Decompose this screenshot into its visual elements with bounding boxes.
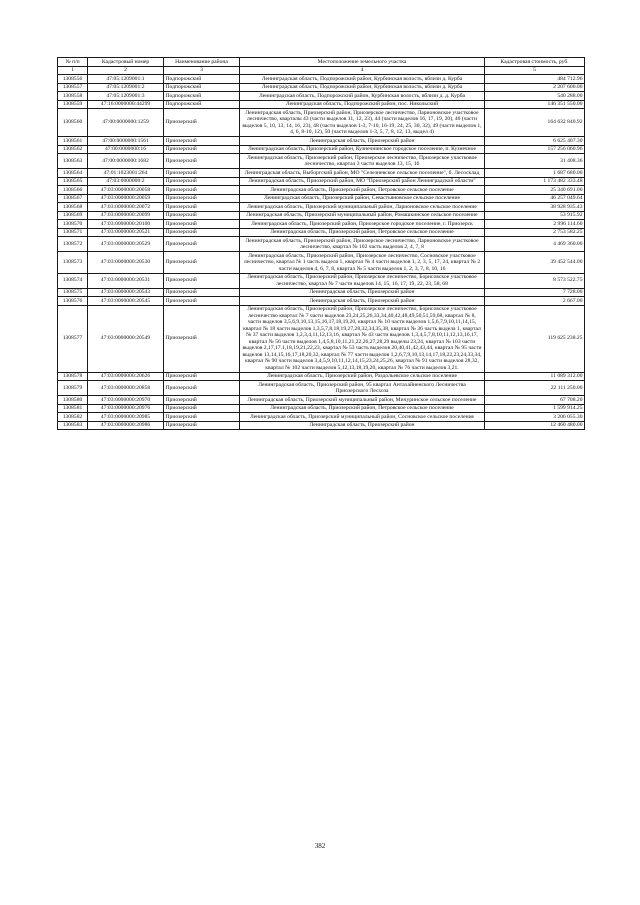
district-name: Приозерский — [164, 203, 240, 212]
table-row — [58, 75, 585, 84]
location-text: Ленинградская область, Подпорожский район, пос. Никольский — [240, 100, 485, 109]
table-row — [58, 169, 585, 178]
cadastral-value: 119 625 238.25 — [485, 305, 585, 372]
row-number: 1308562 — [58, 145, 88, 154]
district-name: Приозерский — [164, 237, 240, 252]
cadastral-value: 2 996 114.60 — [485, 220, 585, 229]
table-row — [58, 211, 585, 220]
cadastral-value: 38 928 935.43 — [485, 203, 585, 212]
district-name: Приозерский — [164, 154, 240, 169]
district-name: Приозерский — [164, 252, 240, 274]
table-row — [58, 381, 585, 396]
cadastral-value: 2 753 582.25 — [485, 228, 585, 237]
location-text: Ленинградская область, Приозерский район, Приозерское лесничество, Ларионовское участковое лесничество, кварталы 43 (части выделов 11, 12, 23), 44 (части выделов 16, 17, 19, 20), 46 (части выделов 5, 10, 13, 14, 16, 23), 48 (части выделов 1-3, 7-10, 16-19, 24, 25, 30, 32), 49 (части выделов 1, 4, 6, 8-10, 12), 50 (части выделов 1-3, 5, 7, 8, 12, 13, выдел 4) — [240, 109, 485, 137]
district-name: Приозерский — [164, 288, 240, 297]
location-text: Ленинградская область, Приозерский район, Приозерское лесничество, Борисовское участковое лесничество, квартал № 7 части выделов 14, 15, 16, 17, 19, 22, 23, 58, 68 — [240, 273, 485, 288]
location-text: Ленинградская область, Приозерский муниципальный район, Мичуринское сельское поселение — [240, 396, 485, 405]
header-district-name: Наименование района — [164, 58, 240, 67]
column-number: 5 — [485, 66, 585, 75]
table-row — [58, 297, 585, 306]
cadastral-number: 47:03:0000000:20858 — [88, 381, 164, 396]
cadastral-value: 8 573 522.75 — [485, 273, 585, 288]
cadastral-value: 6 625 407.30 — [485, 137, 585, 146]
cadastral-number: 47:03:0000000:2 — [88, 177, 164, 186]
row-number: 1308567 — [58, 194, 88, 203]
table-row — [58, 228, 585, 237]
row-number: 1308556 — [58, 75, 88, 84]
cadastral-number: 47:03:0000000:20986 — [88, 421, 164, 430]
table-row — [58, 421, 585, 430]
district-name: Приозерский — [164, 145, 240, 154]
district-name: Приозерский — [164, 273, 240, 288]
table-header-row — [58, 58, 585, 67]
cadastral-number: 47:03:0000000:20529 — [88, 237, 164, 252]
cadastral-value: 31 408.36 — [485, 154, 585, 169]
district-name: Приозерский — [164, 404, 240, 413]
column-number: 4 — [240, 66, 485, 75]
cadastral-number: 47:03:0000000:20059 — [88, 194, 164, 203]
cadastral-number: 47:00:0000000:16 — [88, 145, 164, 154]
cadastral-value: 39 452 544.00 — [485, 252, 585, 274]
cadastral-value: 25 340 691.00 — [485, 186, 585, 195]
header-cadastral-value: Кадастровая стоимость, руб. — [485, 58, 585, 67]
location-text: Ленинградская область, Приозерский район, 95 квартал Антахайненского Лесничества Приозерского Лесхоза — [240, 381, 485, 396]
row-number: 1308561 — [58, 137, 88, 146]
row-number: 1308573 — [58, 252, 88, 274]
cadastral-number: 47:03:0000000:20543 — [88, 288, 164, 297]
district-name: Приозерский — [164, 372, 240, 381]
location-text: Ленинградская область, Приозерский муниципальный район, Ромашкинское сельское поселение — [240, 211, 485, 220]
cadastral-value: 7 728.00 — [485, 288, 585, 297]
header-location: Местоположение земельного участка — [240, 58, 485, 67]
cadastral-number: 47:03:0000000:20545 — [88, 297, 164, 306]
district-name: Подпорожский — [164, 92, 240, 101]
district-name: Приозерский — [164, 413, 240, 422]
district-name: Приозерский — [164, 177, 240, 186]
cadastral-value: 157 256 060.96 — [485, 145, 585, 154]
cadastral-value: 1 687 680.00 — [485, 169, 585, 178]
location-text: Ленинградская область, Приозерский район, Петровское сельское поселение — [240, 404, 485, 413]
district-name: Подпорожский — [164, 83, 240, 92]
table-row — [58, 305, 585, 372]
district-name: Приозерский — [164, 211, 240, 220]
cadastral-value: 12 460 480.00 — [485, 421, 585, 430]
district-name: Приозерский — [164, 186, 240, 195]
row-number: 1308568 — [58, 203, 88, 212]
cadastral-number: 47:03:0000000:20549 — [88, 305, 164, 372]
location-text: Ленинградская область, Приозерский район, Приозерское лесничество, Приозерское участковое лесничество, квартал 3 части выделов 13, 15, 16 — [240, 154, 485, 169]
cadastral-value: 484 712.96 — [485, 75, 585, 84]
row-number: 1308572 — [58, 237, 88, 252]
location-text: Ленинградская область, Приозерский район, Приозерское лесничество, Ларионовское участковое лесничество, квартал № 102 часть выделов 2, 4, 7, 8 — [240, 237, 485, 252]
column-number: 1 — [58, 66, 88, 75]
district-name: Приозерский — [164, 228, 240, 237]
row-number: 1308564 — [58, 169, 88, 178]
location-text: Ленинградская область, Приозерский район, Приозерское лесничество, Борисовское участковое лесничество квартал № 7 части выделов 23,24,25,26,33,34,40,42,48,49,50,51,59,68, квартал № 8, части выделов 3,5,6,9,10,13,15,16,17,18,19,20, квартал № 10 части выделов 1,5,6,7,9,10,11,14,15, квартал № 18 части выделов 1,3,5,7,8,18,19,27,28,32,34,35,38, квартал № 36 часть выдела 1, квартал № 37 части выделов 1,2,3,4,11,12,13,16, квартал № 43 части выделов 1,3,4,5,7,8,10,11,12,13,16,17, квартал № 56 части выделов 1,4,5,8,10,11,21,22,26,27,28,29 выделы 23,24, квартал № 103 части выделов 2,17,17.1,18,19,21,22,23, квартал № 53 часть выделов 20,40,41,42,43,44, квартал № 95 части выделов 13,14,15,16,17,18,20,32, квартал № 77 части выделов 1,2,6,7,9,10,13,14,17,18,22,23,24,33,34, квартал № 90 части выделов 3,4,5,9,10,11,12,14,15,23,24,25,26, квартал № 91 части выделов 28,32, квартал № 102 части выделов 5,12,13,18,19,20, квартал № 76 части выделов 3,21. — [240, 305, 485, 372]
table-row — [58, 137, 585, 146]
table-row — [58, 372, 585, 381]
table-row — [58, 203, 585, 212]
cadastral-value: 11 089 312.00 — [485, 372, 585, 381]
cadastral-number: 47:05:1209001:1 — [88, 75, 164, 84]
location-text: Ленинградская область, Приозерский муниципальный район, Ларионовское сельское поселение — [240, 203, 485, 212]
table-row — [58, 186, 585, 195]
location-text: Ленинградская область, Приозерский район — [240, 297, 485, 306]
table-row — [58, 109, 585, 137]
cadastral-number: 47:03:0000000:20976 — [88, 404, 164, 413]
cadastral-number: 47:03:0000000:20521 — [88, 228, 164, 237]
table-row — [58, 237, 585, 252]
cadastral-value: 22 111 250.00 — [485, 381, 585, 396]
cadastral-value: 164 632 840.92 — [485, 109, 585, 137]
header-row-number: № п/п — [58, 58, 88, 67]
row-number: 1308574 — [58, 273, 88, 288]
location-text: Ленинградская область, Приозерский район, МО "Приозерский район Ленинградской области" — [240, 177, 485, 186]
cadastral-number: 47:03:0000000:20099 — [88, 211, 164, 220]
cadastral-value: 3 206 055.30 — [485, 413, 585, 422]
location-text: Ленинградская область, Подпорожский район, Курбинская волость, вблизи д. д. Курба — [240, 92, 485, 101]
cadastral-value: 2 667.00 — [485, 297, 585, 306]
cadastral-value: 540 288.00 — [485, 92, 585, 101]
table-row — [58, 177, 585, 186]
column-number-row — [58, 66, 585, 75]
district-name: Приозерский — [164, 421, 240, 430]
header-cadastral-number: Кадастровый номер — [88, 58, 164, 67]
cadastral-number: 47:01:1023001:264 — [88, 169, 164, 178]
cadastral-value: 1 173 482 333.48 — [485, 177, 585, 186]
cadastral-number: 47:03:0000000:20626 — [88, 372, 164, 381]
row-number: 1308579 — [58, 381, 88, 396]
location-text: Ленинградская область, Приозерский район, Приозерское лесничество, Сосновское участковое лесничество, квартал № 1 часть выдела 1, квартал № 4 части выделов 1, 2, 3, 5, 17, 24, квартал № 2 части выделов 4, 6, 7, 8, квартал № 5 части выделов 1, 2, 3, 7, 8, 10, 16 — [240, 252, 485, 274]
district-name: Приозерский — [164, 297, 240, 306]
row-number: 1308570 — [58, 220, 88, 229]
location-text: Ленинградская область, Приозерский район — [240, 421, 485, 430]
row-number: 1308581 — [58, 404, 88, 413]
cadastral-number: 47:03:0000000:20530 — [88, 252, 164, 274]
row-number: 1308557 — [58, 83, 88, 92]
cadastral-number: 47:03:0000000:20058 — [88, 186, 164, 195]
row-number: 1308563 — [58, 154, 88, 169]
row-number: 1308566 — [58, 186, 88, 195]
district-name: Приозерский — [164, 381, 240, 396]
location-text: Ленинградская область, Приозерский район — [240, 288, 485, 297]
table-row — [58, 83, 585, 92]
row-number: 1308578 — [58, 372, 88, 381]
table-row — [58, 396, 585, 405]
cadastral-value: 1 599 914.25 — [485, 404, 585, 413]
cadastral-number: 47:16:0000000:44299 — [88, 100, 164, 109]
table-row — [58, 194, 585, 203]
district-name: Подпорожский — [164, 100, 240, 109]
district-name: Приозерский — [164, 169, 240, 178]
table-row — [58, 252, 585, 274]
cadastral-value: 67 708.20 — [485, 396, 585, 405]
district-name: Приозерский — [164, 109, 240, 137]
location-text: Ленинградская область, Подпорожский район, Курбинская волость, вблизи д. Курба — [240, 83, 485, 92]
location-text: Ленинградская область, Подпорожский район, Курбинская волость, вблизи д. Курба — [240, 75, 485, 84]
table-row — [58, 413, 585, 422]
cadastral-value: 46 257 049.64 — [485, 194, 585, 203]
table-row — [58, 92, 585, 101]
location-text: Ленинградская область, Приозерский муниципальный район, Сосновское сельское поселение — [240, 413, 485, 422]
row-number: 1308582 — [58, 413, 88, 422]
cadastral-number: 47:00:0000000:1682 — [88, 154, 164, 169]
table-row — [58, 404, 585, 413]
row-number: 1308560 — [58, 109, 88, 137]
location-text: Ленинградская область, Приозерский район, Кузнечнинское городское поселение, п. Кузнечное — [240, 145, 485, 154]
table-row — [58, 220, 585, 229]
location-text: Ленинградская область, Приозерский район — [240, 137, 485, 146]
row-number: 1308580 — [58, 396, 88, 405]
district-name: Приозерский — [164, 220, 240, 229]
cadastral-value: 2 207 600.00 — [485, 83, 585, 92]
cadastral-number: 47:03:0000000:20985 — [88, 413, 164, 422]
cadastral-number: 47:03:0000000:20072 — [88, 203, 164, 212]
row-number: 1308583 — [58, 421, 88, 430]
column-number: 2 — [88, 66, 164, 75]
table-row — [58, 145, 585, 154]
cadastral-value: 53 915.92 — [485, 211, 585, 220]
district-name: Приозерский — [164, 194, 240, 203]
location-text: Ленинградская область, Приозерский район, Петровское сельское поселение — [240, 228, 485, 237]
row-number: 1308576 — [58, 297, 88, 306]
cadastral-value: 146 351 550.00 — [485, 100, 585, 109]
location-text: Ленинградская область, Приозерский район, Петровское сельское поселение — [240, 186, 485, 195]
cadastral-value: 4 469 360.00 — [485, 237, 585, 252]
table-row — [58, 100, 585, 109]
cadastral-number: 47:00:0000000:1259 — [88, 109, 164, 137]
district-name: Приозерский — [164, 305, 240, 372]
cadastral-number: 47:05:1209001:2 — [88, 83, 164, 92]
row-number: 1308558 — [58, 92, 88, 101]
table-row — [58, 273, 585, 288]
cadastral-number: 47:03:0000000:20100 — [88, 220, 164, 229]
row-number: 1308569 — [58, 211, 88, 220]
row-number: 1308571 — [58, 228, 88, 237]
district-name: Приозерский — [164, 137, 240, 146]
cadastral-number: 47:00:0000000:1561 — [88, 137, 164, 146]
location-text: Ленинградская область, Выборгский район, МО "Селезневское сельское поселение", б. Лесосклад — [240, 169, 485, 178]
cadastral-value-table — [57, 57, 585, 430]
row-number: 1308577 — [58, 305, 88, 372]
table-body — [58, 75, 585, 430]
cadastral-number: 47:05:1209001:3 — [88, 92, 164, 101]
table-row — [58, 154, 585, 169]
location-text: Ленинградская область, Приозерский район, Приозерское городское поселение, г. Приозерск — [240, 220, 485, 229]
row-number: 1308559 — [58, 100, 88, 109]
district-name: Подпорожский — [164, 75, 240, 84]
column-number: 3 — [164, 66, 240, 75]
cadastral-number: 47:03:0000000:20531 — [88, 273, 164, 288]
location-text: Ленинградская область, Приозерский район, Раздольевское сельское поселение — [240, 372, 485, 381]
location-text: Ленинградская область, Приозерский район, Севастьяновское сельское поселение — [240, 194, 485, 203]
row-number: 1308565 — [58, 177, 88, 186]
table-row — [58, 288, 585, 297]
row-number: 1308575 — [58, 288, 88, 297]
page-number: 382 — [314, 842, 326, 850]
cadastral-number: 47:03:0000000:20970 — [88, 396, 164, 405]
district-name: Приозерский — [164, 396, 240, 405]
